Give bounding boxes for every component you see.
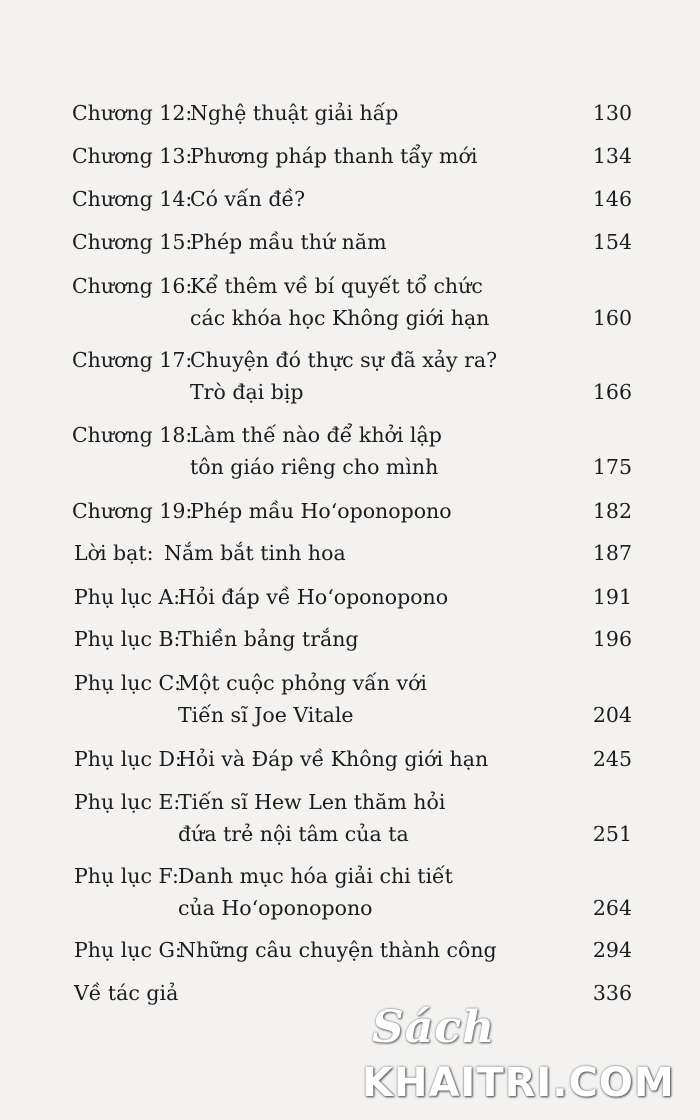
- toc-page-number: 204: [592, 703, 632, 727]
- toc-title: Làm thế nào để khởi lập: [190, 423, 442, 447]
- toc-title: Hỏi đáp về Hoʻoponopono: [178, 585, 449, 609]
- toc-page-number: 336: [592, 981, 632, 1005]
- toc-label: Phụ lục F:: [74, 864, 179, 888]
- toc-title: Có vấn đề?: [190, 187, 306, 211]
- toc-label: Phụ lục B:: [74, 627, 181, 651]
- toc-title: Nghệ thuật giải hấp: [190, 101, 399, 125]
- toc-label: Chương 19:: [72, 499, 193, 523]
- toc-title-continued: của Hoʻoponopono: [178, 896, 373, 920]
- toc-title-continued: đứa trẻ nội tâm của ta: [178, 822, 409, 846]
- toc-page-number: 160: [592, 306, 632, 330]
- toc-label: Phụ lục D:: [74, 747, 182, 771]
- toc-label: Về tác giả: [74, 981, 179, 1005]
- toc-label: Chương 17:: [72, 348, 193, 372]
- toc-title: Nắm bắt tinh hoa: [164, 541, 346, 565]
- watermark-brand: KHAITRI.COM: [362, 1060, 675, 1106]
- toc-label: Lời bạt:: [74, 541, 154, 565]
- toc-page-number: 166: [592, 380, 632, 404]
- toc-title: Một cuộc phỏng vấn với: [178, 671, 427, 695]
- toc-label: Chương 15:: [72, 230, 193, 254]
- toc-page-number: 182: [592, 499, 632, 523]
- toc-label: Phụ lục G:: [74, 938, 182, 962]
- toc-label: Chương 12:: [72, 101, 193, 125]
- toc-page-number: 196: [592, 627, 632, 651]
- toc-page-number: 134: [592, 144, 632, 168]
- toc-label: Phụ lục E:: [74, 790, 181, 814]
- toc-title-continued: Tiến sĩ Joe Vitale: [178, 703, 354, 727]
- toc-title: Tiến sĩ Hew Len thăm hỏi: [178, 790, 446, 814]
- toc-title: Những câu chuyện thành công: [178, 938, 497, 962]
- toc-label: Chương 18:: [72, 423, 193, 447]
- toc-label: Phụ lục C:: [74, 671, 182, 695]
- toc-page-number: 191: [592, 585, 632, 609]
- toc-label: Chương 14:: [72, 187, 193, 211]
- toc-page-number: 130: [592, 101, 632, 125]
- toc-label: Phụ lục A:: [74, 585, 181, 609]
- toc-title: Thiền bảng trắng: [178, 627, 359, 651]
- watermark-script: Sách: [372, 1002, 496, 1053]
- toc-page-number: 154: [592, 230, 632, 254]
- toc-title: Chuyện đó thực sự đã xảy ra?: [190, 348, 498, 372]
- toc-title: Phép mầu Hoʻoponopono: [190, 499, 452, 523]
- toc-page-number: 146: [592, 187, 632, 211]
- toc-title: Danh mục hóa giải chi tiết: [178, 864, 453, 888]
- toc-page-number: 175: [592, 455, 632, 479]
- toc-title: Hỏi và Đáp về Không giới hạn: [178, 747, 489, 771]
- toc-page-number: 245: [592, 747, 632, 771]
- toc-page-number: 187: [592, 541, 632, 565]
- toc-page-number: 251: [592, 822, 632, 846]
- toc-title-continued: tôn giáo riêng cho mình: [190, 455, 439, 479]
- toc-title: Phép mầu thứ năm: [190, 230, 387, 254]
- toc-label: Chương 13:: [72, 144, 193, 168]
- toc-label: Chương 16:: [72, 274, 193, 298]
- toc-page-number: 264: [592, 896, 632, 920]
- toc-page-number: 294: [592, 938, 632, 962]
- toc-title-continued: Trò đại bịp: [190, 380, 304, 404]
- site-watermark: [362, 1002, 692, 1112]
- toc-title: Kể thêm về bí quyết tổ chức: [190, 274, 483, 298]
- toc-title: Phương pháp thanh tẩy mới: [190, 144, 478, 168]
- toc-title-continued: các khóa học Không giới hạn: [190, 306, 490, 330]
